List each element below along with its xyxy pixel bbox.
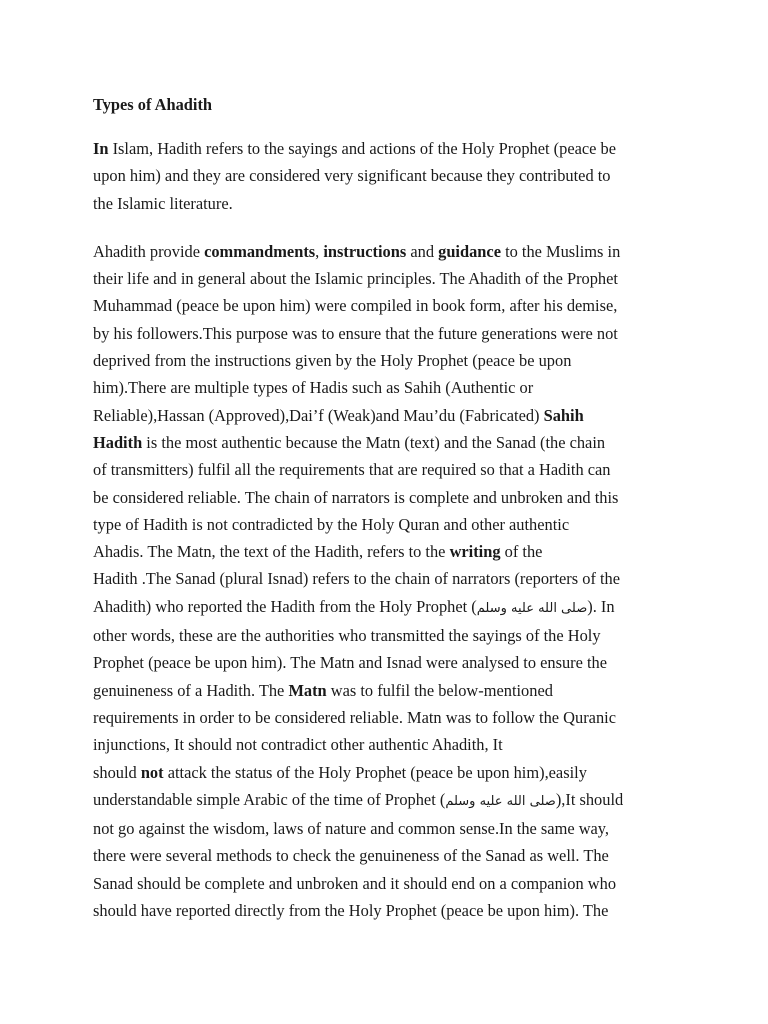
text-line bbox=[93, 238, 683, 265]
text-line bbox=[93, 786, 683, 815]
bold-word: writing bbox=[449, 542, 501, 562]
text-line: there were several methods to check the genuineness of the Sanad as well. The bbox=[93, 846, 609, 866]
text-line: other words, these are the authorities who transmitted the sayings of the Holy bbox=[93, 626, 601, 646]
text-run: Ahadis. The Matn, the text of the Hadith, refers to the bbox=[93, 542, 450, 562]
text-run: Ahadith provide bbox=[93, 241, 205, 261]
document-body bbox=[93, 94, 683, 924]
text-line: him).There are multiple types of Hadis such as Sahih (Authentic or bbox=[93, 378, 534, 398]
bold-word: not bbox=[140, 762, 164, 782]
text-line: not go against the wisdom, laws of nature and common sense.In the same way, bbox=[93, 819, 610, 839]
text-line: be considered reliable. The chain of narrators is complete and unbroken and this bbox=[93, 487, 619, 507]
text-run: ). In bbox=[587, 596, 615, 616]
text-run: Islam, Hadith refers to the sayings and actions of the Holy Prophet (peace be bbox=[108, 139, 617, 158]
text-line bbox=[93, 677, 683, 704]
paragraph-body bbox=[93, 238, 683, 924]
text-line: type of Hadith is not contradicted by the Holy Quran and other authentic bbox=[93, 514, 570, 534]
text-line bbox=[93, 759, 683, 786]
text-line bbox=[93, 538, 683, 565]
text-run: should bbox=[93, 762, 141, 782]
text-line: Muhammad (peace be upon him) were compiled in book form, after his demise, bbox=[93, 296, 618, 316]
text-line: deprived from the instructions given by the Holy Prophet (peace be upon bbox=[93, 351, 572, 371]
bold-word: guidance bbox=[438, 241, 501, 261]
document-title: Types of Ahadith bbox=[93, 95, 213, 114]
text-run: and bbox=[406, 241, 439, 261]
bold-word: Sahih bbox=[543, 405, 584, 425]
text-line: Hadith .The Sanad (plural Isnad) refers to the chain of narrators (reporters of the bbox=[93, 569, 621, 589]
text-line: should have reported directly from the Holy Prophet (peace be upon him). The bbox=[93, 901, 609, 921]
text-run: Reliable),Hassan (Approved),Dai’f (Weak)and Mau’du (Fabricated) bbox=[93, 405, 544, 425]
text-line: injunctions, It should not contradict other authentic Ahadith, It bbox=[93, 735, 503, 755]
text-run: genuineness of a Hadith. The bbox=[93, 680, 289, 700]
text-line: of transmitters) fulfil all the requirements that are required so that a Hadith can bbox=[93, 460, 611, 480]
text-line bbox=[93, 402, 683, 429]
text-line bbox=[93, 429, 683, 456]
text-run: is the most authentic because the Matn (text) and the Sanad (the chain bbox=[142, 432, 606, 452]
paragraph-intro bbox=[93, 135, 683, 217]
text-run: of the bbox=[500, 542, 543, 562]
arabic-honorific: صلى الله عليه وسلم bbox=[445, 793, 556, 809]
text-line: Prophet (peace be upon him). The Matn and Isnad were analysed to ensure the bbox=[93, 653, 608, 673]
text-run: attack the status of the Holy Prophet (peace be upon him),easily bbox=[163, 762, 587, 782]
text-run: , bbox=[315, 241, 324, 261]
text-line: Sanad should be complete and unbroken and it should end on a companion who bbox=[93, 873, 617, 893]
text-line: the Islamic literature. bbox=[93, 193, 233, 213]
arabic-honorific: صلى الله عليه وسلم bbox=[476, 600, 588, 616]
bold-word: commandments bbox=[204, 241, 316, 261]
text-run: Ahadith) who reported the Hadith from the Holy Prophet ( bbox=[93, 596, 477, 616]
text-run: ),It should bbox=[555, 789, 624, 809]
text-line: upon him) and they are considered very significant because they contributed to bbox=[93, 166, 611, 186]
text-line bbox=[93, 593, 683, 622]
bold-word: Hadith bbox=[93, 432, 143, 452]
text-run: to the Muslims in bbox=[500, 241, 621, 261]
bold-word: instructions bbox=[323, 241, 407, 261]
text-line: their life and in general about the Islamic principles. The Ahadith of the Prophet bbox=[93, 269, 618, 289]
bold-word: In bbox=[93, 139, 109, 158]
bold-word: Matn bbox=[288, 680, 327, 700]
text-line: by his followers.This purpose was to ensure that the future generations were not bbox=[93, 323, 618, 343]
text-run: was to fulfil the below-mentioned bbox=[326, 680, 553, 700]
text-line: requirements in order to be considered reliable. Matn was to follow the Quranic bbox=[93, 707, 616, 727]
text-run: understandable simple Arabic of the time of Prophet ( bbox=[93, 789, 446, 809]
text-line bbox=[93, 135, 683, 162]
